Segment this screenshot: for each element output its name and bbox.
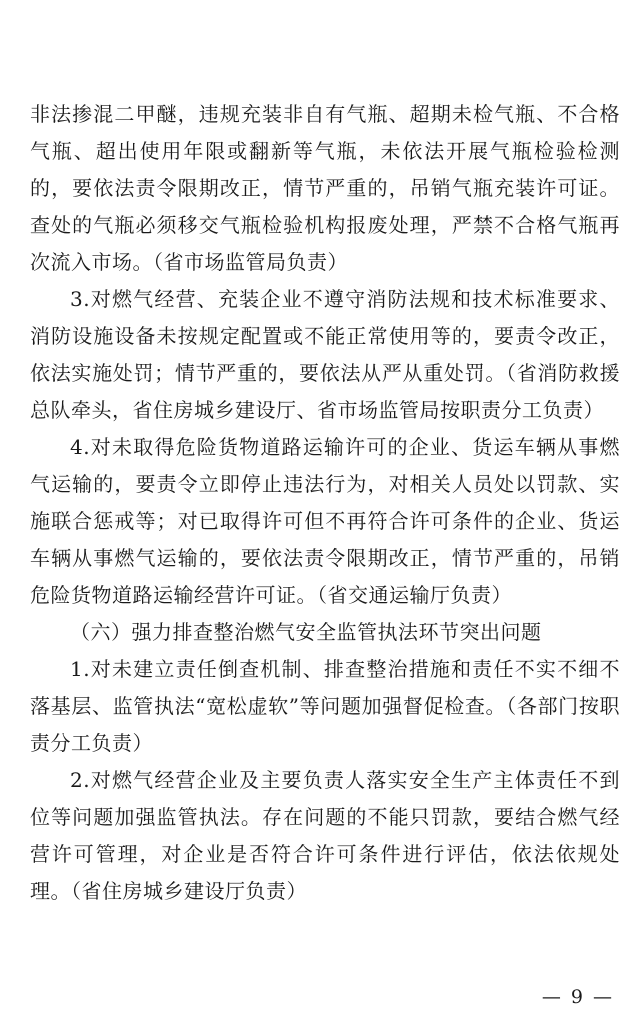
- page-number: — 9 —: [541, 986, 614, 1008]
- paragraph-item-4: 4.对未取得危险货物道路运输许可的企业、货运车辆从事燃气运输的，要责令立即停止违法行为，对相关人员处以罚款、实施联合惩戒等；对已取得许可但不再符合许可条件的企业、货运车辆从事燃气运输的，要依法责令限期改正，情节严重的，吊销危险货物道路运输经营许可证。（省交通运输厅负责）: [30, 435, 620, 607]
- section-heading: （六）强力排查整治燃气安全监管执法环节突出问题: [70, 620, 542, 644]
- paragraph-item-1: 1.对未建立责任倒查机制、排查整治措施和责任不实不细不落基层、监管执法“宽松虚软”等问题加强督促检查。（各部门按职责分工负责）: [30, 657, 620, 755]
- document-body: [30, 96, 620, 910]
- paragraph-continuation: 非法掺混二甲醚，违规充装非自有气瓶、超期未检气瓶、不合格气瓶、超出使用年限或翻新等气瓶，未依法开展气瓶检验检测的，要依法责令限期改正，情节严重的，吊销气瓶充装许可证。查处的气瓶必须移交气瓶检验机构报废处理，严禁不合格气瓶再次流入市场。（省市场监管局负责）: [30, 102, 620, 274]
- paragraph-item-3: 3.对燃气经营、充装企业不遵守消防法规和技术标准要求、消防设施设备未按规定配置或不能正常使用等的，要责令改正，依法实施处罚；情节严重的，要依法从严从重处罚。（省消防救援总队牵头，省住房城乡建设厅、省市场监管局按职责分工负责）: [30, 287, 620, 422]
- paragraph-item-2: 2.对燃气经营企业及主要负责人落实安全生产主体责任不到位等问题加强监管执法。存在问题的不能只罚款，要结合燃气经营许可管理，对企业是否符合许可条件进行评估，依法依规处理。（省住房城乡建设厅负责）: [30, 768, 620, 903]
